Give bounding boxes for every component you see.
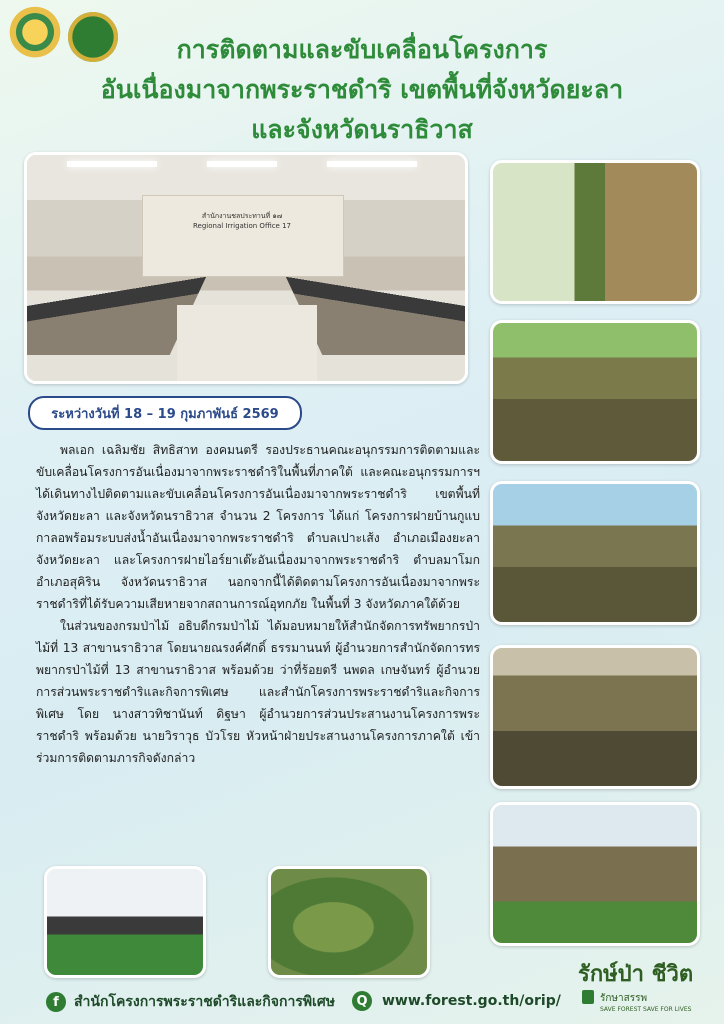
save-forest-logo: รักษ์ป่า ชีวิต รักษาสรรพ SAVE FOREST SAVE FOR LIVES — [578, 962, 694, 1013]
meeting-room-photo — [24, 152, 468, 384]
meeting-room-sign: สำนักงานชลประทานที่ ๑๗ Regional Irrigation Office 17 — [193, 212, 291, 230]
facebook-label: สำนักโครงการพระราชดำริและกิจการพิเศษ — [74, 994, 335, 1010]
paragraph-1: พลเอก เฉลิมชัย สิทธิสาท องคมนตรี รองประธานคณะอนุกรรมการติดตามและขับเคลื่อนโครงการอันเนื่องมาจากพระราชดำริในพื้นที่ภาคใต้ และคณะอนุกรรมการฯ ได้เดินทางไปติดตามและขับเคลื่อนโครงการอันเนื่องมาจากพระราชดำริ เขตพื้นที่จังหวัดยะลา และจังหวัดนราธิวาส จำนวน 2 โครงการ ได้แก่ โครงการฝายบ้านกูแบกาลอพร้อมระบบส่งน้ำอันเนื่องมาจากพระราชดำริ ตำบลเปาะเส้ง อำเภอเมืองยะลา จังหวัดยะลา และโครงการฝายไอร์ยาเต๊ะอันเนื่องมาจากพระราชดำริ ตำบลมาโมก อำเภอสุคิริน จังหวัดนราธิวาส นอกจากนี้ได้ติดตามโครงการอันเนื่องมาจากพระราชดำริที่ได้รับความเสียหายจากสถานการณ์อุทกภัย ในพื้นที่ 3 จังหวัดภาคใต้ด้วย — [36, 443, 480, 611]
aerial-field-photo — [268, 866, 430, 978]
title-line-3: และจังหวัดนราธิวาส — [251, 115, 473, 144]
ministry-emblem-logo — [8, 6, 62, 64]
side-photo-speaker — [490, 160, 700, 304]
title-line-1: การติดตามและขับเคลื่อนโครงการ — [176, 35, 548, 64]
search-icon: Q — [352, 991, 372, 1011]
website-link[interactable] — [352, 991, 561, 1011]
title-line-2: อันเนื่องมาจากพระราชดำริ เขตพื้นที่จังหวัดยะลา — [100, 75, 624, 104]
facebook-link[interactable] — [46, 991, 335, 1013]
weir-site-photo — [44, 866, 206, 978]
lock-icon — [582, 990, 594, 1004]
date-range-label: ระหว่างวันที่ 18 – 19 กุมภาพันธ์ 2569 — [28, 396, 302, 430]
paragraph-2: ในส่วนของกรมป่าไม้ อธิบดีกรมป่าไม้ ได้มอบหมายให้สำนักจัดการทรัพยากรป่าไม้ที่ 13 สาขานราธิวาส โดยนายณรงค์ศักดิ์ ธรรมานนท์ ผู้อำนวยการสำนักจัดการทรพยากรป่าไม้ที่ 13 สาขานราธิวาส พร้อมด้วย ว่าที่ร้อยตรี นพดล เกษจันทร์ ผู้อำนวยการส่วนพระราชดำริและกิจการพิเศษ และสำนักโครงการพระราชดำริและกิจการพิเศษ โดย นางสาวทิชานันท์ ดิฐษา ผู้อำนวยการส่วนประสานงานโครงการพระราชดำริ พร้อมด้วย นายวิราวุธ บัวโรย หัวหน้าฝ่ายประสานงานโครงการภาคใต้ เข้าร่วมการติดตามภารกิจดังกล่าว — [36, 619, 480, 765]
page-title — [60, 30, 664, 150]
side-photo-audience — [490, 645, 700, 789]
side-photo-group — [490, 481, 700, 625]
article-body — [36, 439, 480, 769]
website-url: www.forest.go.th/orip/ — [382, 993, 561, 1009]
facebook-icon: f — [46, 992, 66, 1012]
side-photo-officials — [490, 802, 700, 946]
side-photo-exhibit — [490, 320, 700, 464]
